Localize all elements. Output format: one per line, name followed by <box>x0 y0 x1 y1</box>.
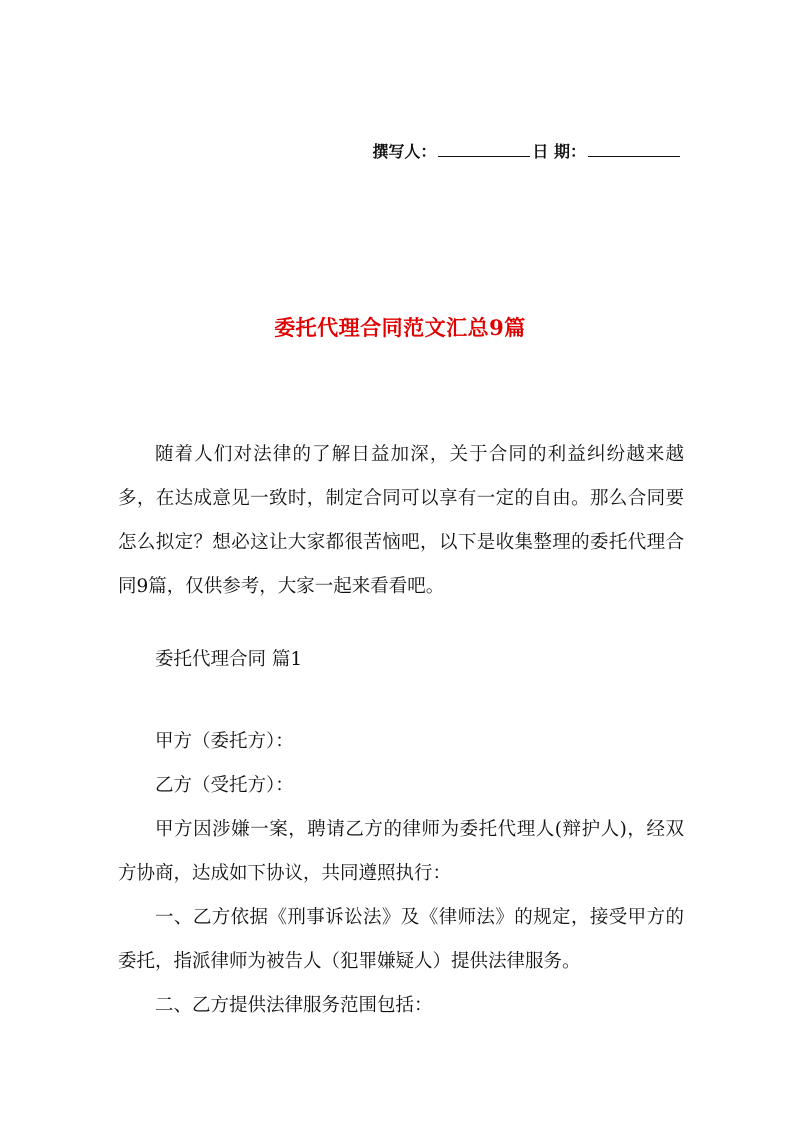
paragraph-clause-1: 一、乙方依据《刑事诉讼法》及《律师法》的规定，接受甲方的委托，指派律师为被告人（犯罪嫌疑人）提供法律服务。 <box>118 907 684 972</box>
author-date-line <box>372 139 682 162</box>
intro-paragraph: 随着人们对法律的了解日益加深，关于合同的利益纠纷越来越多，在达成意见一致时，制定合同可以享有一定的自由。那么合同要怎么拟定？想必这让大家都很苦恼吧，以下是收集整理的委托代理合同9篇，仅供参考，大家一起来看看吧。 <box>118 444 684 597</box>
paragraph-clause-2: 二、乙方提供法律服务范围包括： <box>155 995 433 1016</box>
document-title: 委托代理合同范文汇总9篇 <box>274 315 526 340</box>
paragraph-agreement: 甲方因涉嫌一案，聘请乙方的律师为委托代理人(辩护人)，经双方协商，达成如下协议，共同遵照执行： <box>118 819 684 884</box>
date-blank <box>588 142 680 157</box>
party-b-line: 乙方（受托方）： <box>155 775 294 796</box>
party-a-line: 甲方（委托方）： <box>155 731 294 752</box>
author-label: 撰写人： <box>372 142 437 161</box>
date-label: 日 期： <box>532 142 586 161</box>
section-heading: 委托代理合同 篇1 <box>155 649 303 670</box>
author-blank <box>438 142 530 157</box>
